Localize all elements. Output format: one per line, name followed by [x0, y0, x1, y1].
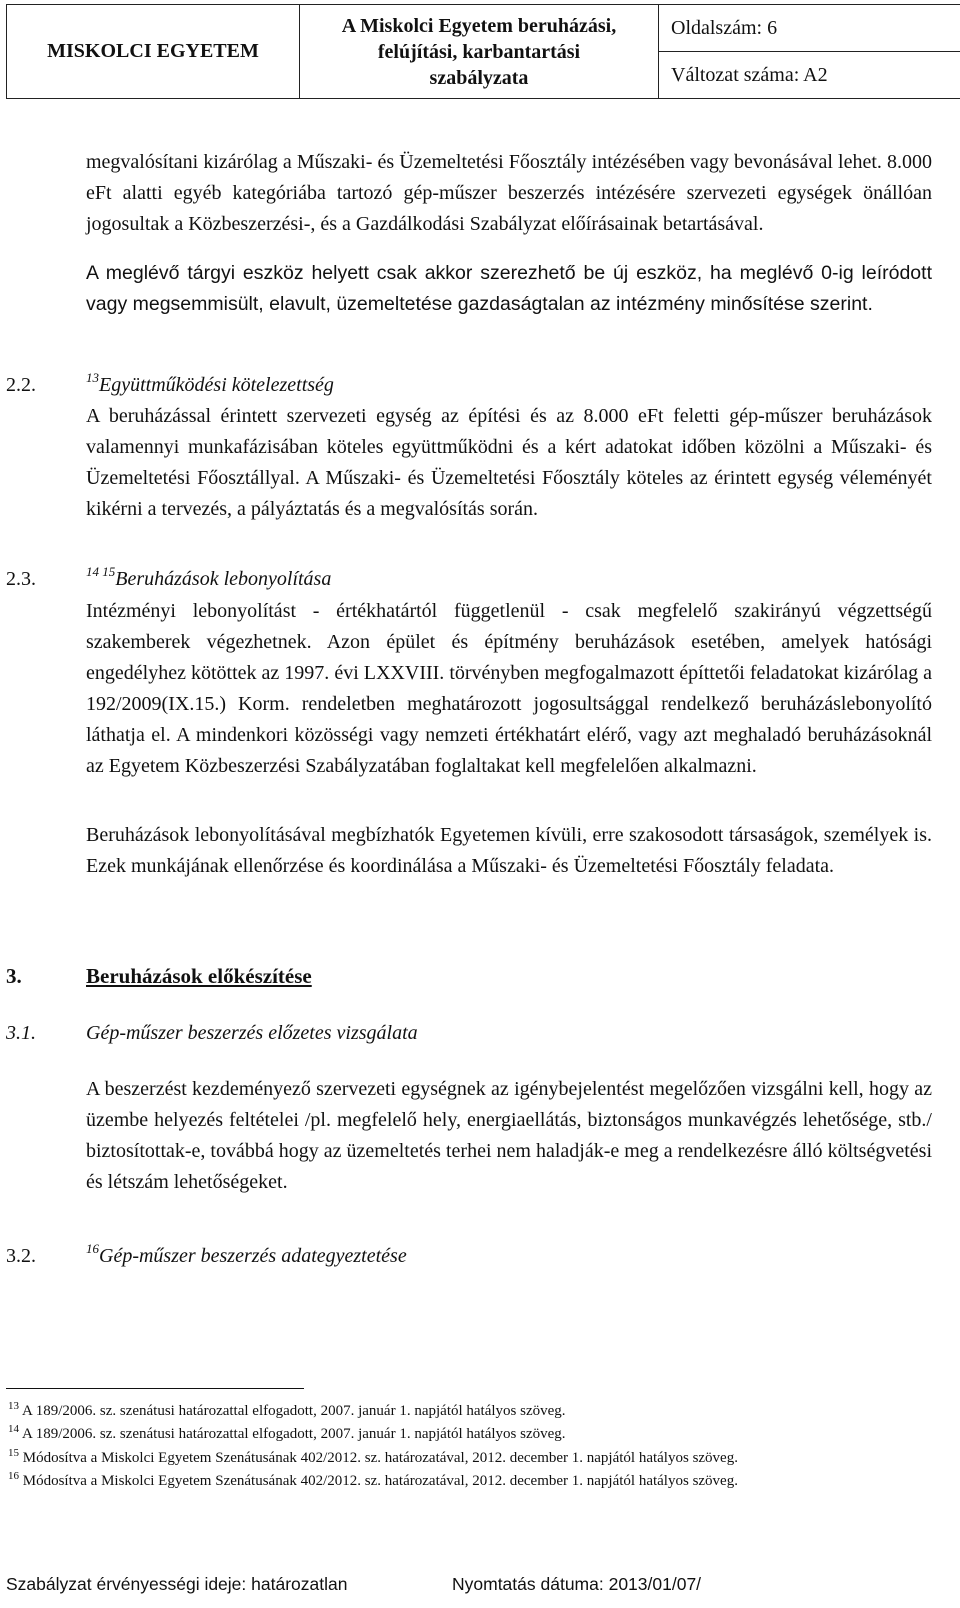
footnote-13 [8, 1402, 566, 1420]
footnote-14 [8, 1425, 566, 1443]
footnote-text: A 189/2006. sz. szenátusi határozattal elfogadott, 2007. január 1. napjától hatályos szöveg. [21, 1403, 566, 1419]
section-title-2-3: Beruházások lebonyolítása [115, 568, 332, 590]
footnote-number: 14 [8, 1423, 19, 1435]
intro-paragraph-1: megvalósítani kizárólag a Műszaki- és Üzemeltetési Főosztály intézésében vagy bevonásával lehet. 8.000 eFt alatti egyéb kategóriába tartozó gép-műszer beszerzés intézésére szervezeti egységek önállóan jogosultak a Közbeszerzési-, és a Gazdálkodási Szabályzat előírásainak betartásával. [86, 151, 932, 235]
intro-paragraph-2: A meglévő tárgyi eszköz helyett csak akkor szerezhető be új eszköz, ha meglévő 0-ig leíródott vagy megsemmisült, elavult, üzemeltetése gazdaságtalan az intézmény minősítése szerint. [86, 262, 932, 315]
section-3-1-text: A beszerzést kezdeményező szervezeti egységnek az igénybejelentést megelőzően vizsgálni kell, hogy az üzembe helyezés feltételei /pl. megfelelő hely, energiaellátás, biztonságos munkavégzés lehetősége, stb./ biztosítottak-e, továbbá hogy az üzemeltetés terhei nem haladják-e meg a rendelkezésre álló költségvetési és létszám lehetőségeket. [86, 1078, 932, 1193]
footer-validity: Szabályzat érvényességi ideje: határozatlan [6, 1574, 348, 1594]
footnote-text: Módosítva a Miskolci Egyetem Szenátusának 402/2012. sz. határozatával, 2012. december 1. napjától hatályos szöveg. [22, 1473, 738, 1489]
document-title-line3: szabályzata [429, 66, 529, 89]
university-name: MISKOLCI EGYETEM [7, 5, 300, 99]
section-2-3-paragraph-1: Intézményi lebonyolítást - értékhatártól függetlenül - csak megfelelő szakirányú végzettségű szakemberek végezhetnek. Azon épület és építmény beruházások esetében, amelyek hatósági engedélyhez kötöttek az 1997. évi LXXVIII. törvényben megfogalmazott építtetői feladatokat kizárólag a 192/2009(IX.15.) Korm. rendeletben meghatározott jogosultsággal rendelkező beruházáslebonyolító láthatja el. A mindenkori közösségi vagy nemzeti értékhatárt elérő, vagy azt meghaladó beruházásoknál az Egyetem Közbeszerzési Szabályzatában foglaltakat kell megfelelően alkalmazni. [86, 600, 932, 777]
footnote-separator [6, 1388, 304, 1389]
document-header [6, 4, 960, 99]
section-number-2-2: 2.2. [6, 374, 36, 396]
section-number-3: 3. [6, 964, 22, 988]
footnote-number: 15 [8, 1447, 19, 1459]
footnote-ref-16: 16 [86, 1241, 99, 1256]
footnote-text: A 189/2006. sz. szenátusi határozattal elfogadott, 2007. január 1. napjától hatályos szöveg. [21, 1426, 566, 1442]
section-heading-3-2 [86, 1241, 407, 1272]
section-2-3-paragraph-2: Beruházások lebonyolításával megbízhatók Egyetemen kívüli, erre szakosodott társaságok, személyek is. Ezek munkájának ellenőrzése és koordinálása a Műszaki- és Üzemeltetési Főosztály feladata. [86, 824, 932, 877]
section-heading-2-3 [86, 564, 331, 595]
footnote-number: 16 [8, 1470, 19, 1482]
section-number-3-1: 3.1. [6, 1022, 36, 1044]
footnote-15 [8, 1449, 738, 1467]
document-title [300, 5, 659, 99]
section-title-3: Beruházások előkészítése [86, 964, 312, 988]
footer-print-date: Nyomtatás dátuma: 2013/01/07/ [452, 1574, 702, 1594]
section-number-3-2: 3.2. [6, 1245, 36, 1267]
section-number-2-3: 2.3. [6, 568, 36, 590]
section-title-2-2: Együttműködési kötelezettség [99, 374, 334, 396]
section-title-3-2: Gép-műszer beszerzés adategyeztetése [99, 1245, 407, 1267]
footnote-text: Módosítva a Miskolci Egyetem Szenátusának 402/2012. sz. határozatával, 2012. december 1. napjától hatályos szöveg. [22, 1450, 738, 1466]
version-number: Változat száma: A2 [659, 52, 960, 99]
document-title-line1: A Miskolci Egyetem beruházási, [341, 14, 617, 37]
document-title-line2: felújítási, karbantartási [377, 40, 581, 63]
section-title-3-1: Gép-műszer beszerzés előzetes vizsgálata [86, 1022, 418, 1044]
footnote-ref-13: 13 [86, 370, 99, 385]
section-heading-2-2 [86, 370, 334, 401]
page-number: Oldalszám: 6 [659, 5, 960, 52]
footnote-16 [8, 1472, 738, 1490]
footnote-number: 13 [8, 1400, 19, 1412]
footnote-ref-14-15: 14 15 [86, 564, 116, 579]
section-2-2-text: A beruházással érintett szervezeti egység az építési és az 8.000 eFt feletti gép-műszer beruházások valamennyi munkafázisában köteles együttműködni és a kért adatokat időben közölni a Műszaki- és Üzemeltetési Főosztállyal. A Műszaki- és Üzemeltetési Főosztály köteles az érintett egység véleményét kikérni a tervezés, a pályáztatás és a megvalósítás során. [86, 405, 932, 520]
